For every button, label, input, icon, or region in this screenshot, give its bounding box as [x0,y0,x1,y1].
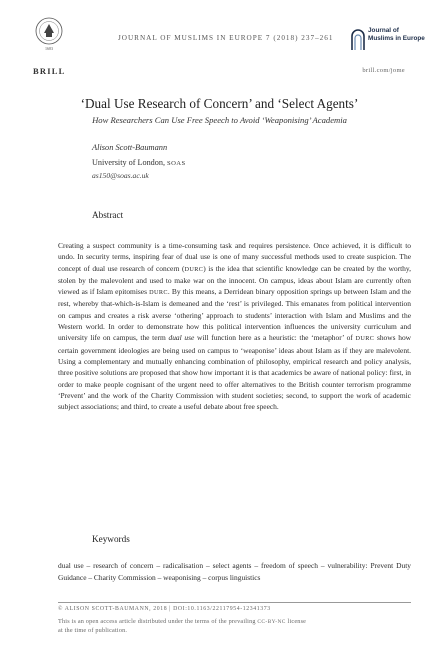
brill-seal-icon [34,14,64,54]
abstract-seg4: will function here as a heuristic: the ‘metaphor’ of [194,333,356,343]
abstract-heading: Abstract [92,210,124,220]
journal-logo-icon [350,28,366,52]
author-email[interactable]: as150@soas.ac.uk [92,171,149,180]
license-sc: CC-BY-NC [257,619,286,625]
abstract-sc3: DURC [355,335,375,343]
keywords-list: dual use – research of concern – radicalisation – select agents – freedom of speech – vulnerability: Prevent Duty Guidance – Charity Commission – weaponising – corpus linguistics [58,561,411,582]
publisher-name: BRILL [33,66,66,76]
affiliation-sc: SOAS [167,160,186,167]
author-affiliation [92,158,186,167]
abstract-seg5: shows how certain government ideologies are being used on campus to ‘weaponise’ ideas about Islam as if they are malevolent. Using a complementary and mutually enhancing combination of philosophy, empirical research and policy analysis, three positive solutions are proposed that show how important it is that academics be aware of national policy: first, in order to make people cognisant of the urgent need to offer alternatives to the British counter terrorism programme ‘Prevent’ and the work of the Charity Commission with student societies; second, to support the work of academic subject associations; and third, to create a useful debate about free speech. [58,333,412,412]
abstract-sc2: DURC [149,289,168,297]
license-post: license [285,618,307,625]
journal-logo [350,26,425,56]
svg-text:1683: 1683 [45,46,53,51]
journal-logo-line2: Muslims in Europe [368,34,425,42]
footer-license-line [58,618,411,625]
footer-copyright-doi[interactable]: © ALISON SCOTT-BAUMANN, 2018 | DOI:10.1163/22117954-12341373 [58,606,271,612]
abstract-seg3: . By this means, a Derridean binary opposition springs up between Islam and the rest, whereby that-which-is-Islam is demeaned and the ‘rest’ is privileged. This emanates from political intervention on campus and creates a risk averse ‘othering’ approach to students’ interaction with Islam and Muslims and the Western world. In order to demonstrate how this political intervention influences the university curriculum and university life on campus, the term [58,287,411,343]
affiliation-main: University of London, [92,158,165,167]
abstract-italic: dual use [168,333,195,343]
journal-logo-line1: Journal of [368,27,399,34]
article-subtitle: How Researchers Can Use Free Speech to Avoid ‘Weaponising’ Academia [92,115,347,125]
footer-publication-time: at the time of publication. [58,627,128,634]
abstract-seg2: ) is the idea that scientific knowledge can be created by the worthy, stolen by the malevolent and used to make war on the innocent. On campus, ideas about Islam are currently often viewed as if Islam epitomises [58,263,411,297]
article-title: ‘Dual Use Research of Concern’ and ‘Select Agents’ [80,96,359,111]
abstract-seg1: Creating a suspect community is a time-consuming task and requires persistence. Once achieved, it is difficult to undo. In security terms, inspiring fear of dual use is one of many successful methods used to create suspicion. The concept of dual use research of concern ( [58,241,411,273]
journal-website[interactable]: brill.com/jome [362,67,405,74]
abstract-body [58,240,411,412]
journal-citation: JOURNAL OF MUSLIMS IN EUROPE 7 (2018) 237–261 [118,34,334,42]
abstract-sc1: DURC [184,265,204,273]
keywords-heading: Keywords [92,534,130,544]
author-name: Alison Scott-Baumann [92,143,168,152]
footer-divider [58,602,411,603]
journal-logo-text [368,27,425,42]
license-pre: This is an open access article distributed under the terms of the prevailing [58,618,258,625]
